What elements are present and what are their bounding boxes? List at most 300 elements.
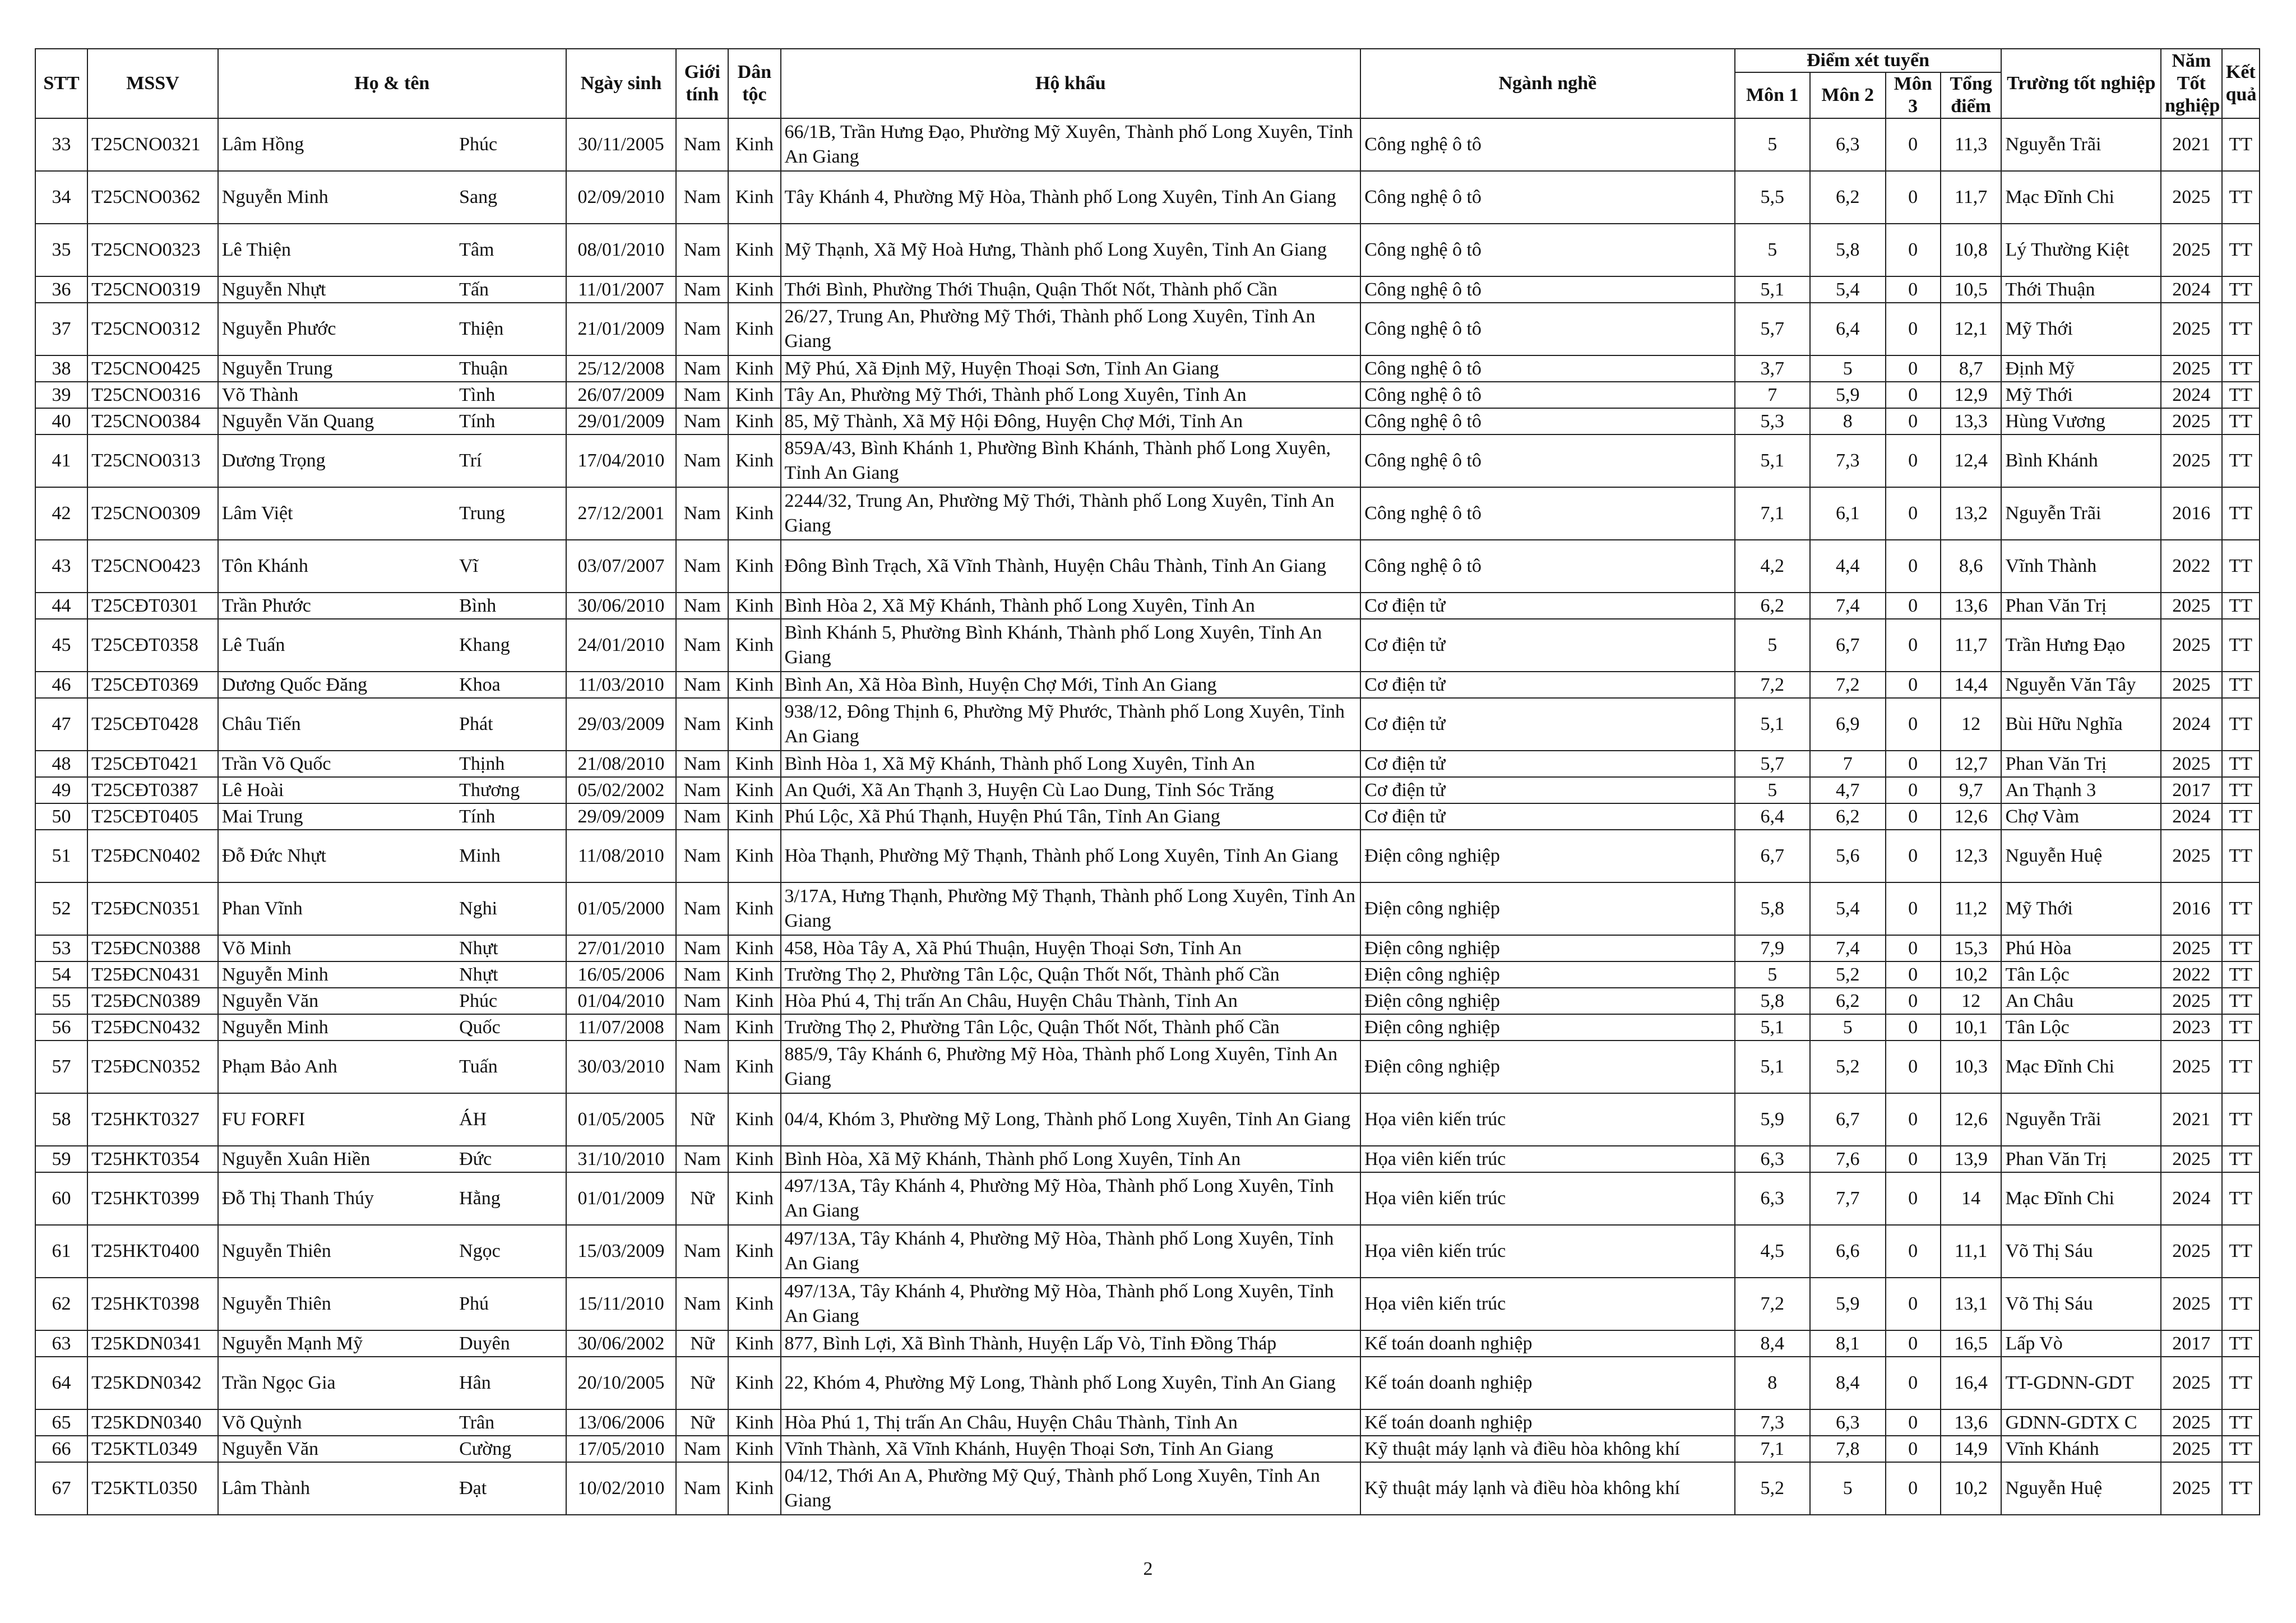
- row-gender: Nam: [676, 171, 728, 224]
- row-grad-year: 2025: [2161, 672, 2222, 698]
- row-subject-2: 6,4: [1810, 303, 1886, 355]
- row-address: 04/4, Khóm 3, Phường Mỹ Long, Thành phố Long Xuyên, Tỉnh An Giang: [781, 1093, 1361, 1146]
- row-school: Bình Khánh: [2001, 434, 2161, 487]
- row-address: Tây An, Phường Mỹ Thới, Thành phố Long Xuyên, Tỉnh An: [781, 382, 1361, 408]
- row-subject-2: 6,3: [1810, 118, 1886, 171]
- row-ethnicity: Kinh: [728, 1093, 780, 1146]
- row-grad-year: 2021: [2161, 1093, 2222, 1146]
- table-row: [35, 698, 2260, 751]
- row-student-id: T25ĐCN0351: [87, 882, 218, 935]
- row-subject-1: 6,4: [1735, 803, 1811, 830]
- row-first-name: Tuấn: [456, 1041, 566, 1093]
- row-dob: 01/05/2005: [566, 1093, 677, 1146]
- table-row: [35, 171, 2260, 224]
- row-grad-year: 2025: [2161, 1225, 2222, 1278]
- row-gender: Nam: [676, 1462, 728, 1515]
- row-subject-3: 0: [1886, 830, 1941, 882]
- row-first-name: Cường: [456, 1436, 566, 1462]
- row-first-name: Thuận: [456, 355, 566, 382]
- row-subject-1: 5,1: [1735, 276, 1811, 303]
- row-gender: Nam: [676, 540, 728, 593]
- row-ethnicity: Kinh: [728, 1172, 780, 1225]
- row-dob: 02/09/2010: [566, 171, 677, 224]
- row-stt: 57: [35, 1041, 87, 1093]
- row-student-id: T25ĐCN0389: [87, 988, 218, 1014]
- row-stt: 60: [35, 1172, 87, 1225]
- row-subject-3: 0: [1886, 1436, 1941, 1462]
- row-result: TT: [2222, 224, 2260, 276]
- row-total-score: 10,2: [1941, 1462, 2002, 1515]
- row-last-name: Nguyễn Phước: [218, 303, 456, 355]
- row-dob: 13/06/2006: [566, 1409, 677, 1436]
- table-body: [35, 118, 2260, 1515]
- row-major: Cơ điện tử: [1360, 619, 1734, 672]
- row-student-id: T25HKT0354: [87, 1146, 218, 1172]
- row-total-score: 8,6: [1941, 540, 2002, 593]
- row-school: Mạc Đĩnh Chi: [2001, 171, 2161, 224]
- table-row: [35, 882, 2260, 935]
- row-first-name: Thịnh: [456, 751, 566, 777]
- row-school: TT-GDNN-GDT: [2001, 1357, 2161, 1409]
- row-first-name: Trí: [456, 434, 566, 487]
- row-ethnicity: Kinh: [728, 303, 780, 355]
- row-first-name: Phát: [456, 698, 566, 751]
- row-subject-1: 7,2: [1735, 1278, 1811, 1330]
- row-first-name: Nhựt: [456, 935, 566, 961]
- row-dob: 25/12/2008: [566, 355, 677, 382]
- row-total-score: 11,3: [1941, 118, 2002, 171]
- row-address: Trường Thọ 2, Phường Tân Lộc, Quận Thốt Nốt, Thành phố Cần: [781, 1014, 1361, 1041]
- row-student-id: T25CĐT0421: [87, 751, 218, 777]
- row-last-name: Nguyễn Văn: [218, 988, 456, 1014]
- row-stt: 61: [35, 1225, 87, 1278]
- row-result: TT: [2222, 303, 2260, 355]
- row-stt: 50: [35, 803, 87, 830]
- row-school: Nguyễn Trãi: [2001, 487, 2161, 540]
- row-address: Bình Hòa, Xã Mỹ Khánh, Thành phố Long Xuyên, Tỉnh An: [781, 1146, 1361, 1172]
- row-subject-3: 0: [1886, 408, 1941, 434]
- header-dob: Ngày sinh: [566, 49, 677, 118]
- row-subject-1: 5,3: [1735, 408, 1811, 434]
- table-row: [35, 487, 2260, 540]
- row-major: Công nghệ ô tô: [1360, 224, 1734, 276]
- row-last-name: Châu Tiến: [218, 698, 456, 751]
- row-subject-1: 5,7: [1735, 303, 1811, 355]
- row-school: Mỹ Thới: [2001, 882, 2161, 935]
- row-student-id: T25KTL0349: [87, 1436, 218, 1462]
- row-subject-2: 5,8: [1810, 224, 1886, 276]
- row-subject-3: 0: [1886, 803, 1941, 830]
- header-scores-group: Điểm xét tuyển: [1735, 49, 2002, 72]
- row-subject-3: 0: [1886, 1146, 1941, 1172]
- table-row: [35, 540, 2260, 593]
- row-first-name: Khang: [456, 619, 566, 672]
- row-first-name: Minh: [456, 830, 566, 882]
- row-last-name: Lâm Thành: [218, 1462, 456, 1515]
- row-subject-3: 0: [1886, 434, 1941, 487]
- row-subject-2: 5,4: [1810, 276, 1886, 303]
- row-dob: 15/03/2009: [566, 1225, 677, 1278]
- header-result: Kết quả: [2222, 49, 2260, 118]
- row-gender: Nam: [676, 1225, 728, 1278]
- row-ethnicity: Kinh: [728, 1041, 780, 1093]
- row-subject-1: 5: [1735, 619, 1811, 672]
- row-major: Công nghệ ô tô: [1360, 540, 1734, 593]
- header-gender: Giới tính: [676, 49, 728, 118]
- row-major: Kỹ thuật máy lạnh và điều hòa không khí: [1360, 1436, 1734, 1462]
- row-result: TT: [2222, 672, 2260, 698]
- row-ethnicity: Kinh: [728, 276, 780, 303]
- row-student-id: T25CNO0309: [87, 487, 218, 540]
- row-stt: 67: [35, 1462, 87, 1515]
- row-subject-3: 0: [1886, 487, 1941, 540]
- row-student-id: T25KTL0350: [87, 1462, 218, 1515]
- row-total-score: 10,8: [1941, 224, 2002, 276]
- row-school: Võ Thị Sáu: [2001, 1278, 2161, 1330]
- row-student-id: T25CNO0316: [87, 382, 218, 408]
- row-student-id: T25CĐT0405: [87, 803, 218, 830]
- row-major: Điện công nghiệp: [1360, 882, 1734, 935]
- row-subject-3: 0: [1886, 751, 1941, 777]
- row-student-id: T25ĐCN0352: [87, 1041, 218, 1093]
- row-total-score: 12,9: [1941, 382, 2002, 408]
- row-address: 22, Khóm 4, Phường Mỹ Long, Thành phố Long Xuyên, Tỉnh An Giang: [781, 1357, 1361, 1409]
- row-gender: Nam: [676, 1146, 728, 1172]
- row-total-score: 11,2: [1941, 882, 2002, 935]
- row-major: Cơ điện tử: [1360, 751, 1734, 777]
- row-stt: 46: [35, 672, 87, 698]
- row-total-score: 13,3: [1941, 408, 2002, 434]
- row-subject-3: 0: [1886, 540, 1941, 593]
- row-first-name: Tâm: [456, 224, 566, 276]
- row-total-score: 11,7: [1941, 171, 2002, 224]
- row-dob: 30/03/2010: [566, 1041, 677, 1093]
- row-last-name: Nguyễn Xuân Hiền: [218, 1146, 456, 1172]
- row-gender: Nữ: [676, 1093, 728, 1146]
- row-gender: Nữ: [676, 1330, 728, 1357]
- row-school: An Châu: [2001, 988, 2161, 1014]
- row-gender: Nam: [676, 777, 728, 803]
- row-school: Chợ Vàm: [2001, 803, 2161, 830]
- row-subject-1: 5,1: [1735, 1014, 1811, 1041]
- table-row: [35, 988, 2260, 1014]
- table-row: [35, 118, 2260, 171]
- row-last-name: Tôn Khánh: [218, 540, 456, 593]
- row-ethnicity: Kinh: [728, 1330, 780, 1357]
- row-result: TT: [2222, 276, 2260, 303]
- row-subject-3: 0: [1886, 777, 1941, 803]
- table-row: [35, 830, 2260, 882]
- row-subject-2: 6,2: [1810, 803, 1886, 830]
- row-grad-year: 2017: [2161, 1330, 2222, 1357]
- row-stt: 63: [35, 1330, 87, 1357]
- row-student-id: T25ĐCN0402: [87, 830, 218, 882]
- row-result: TT: [2222, 382, 2260, 408]
- table-row: [35, 935, 2260, 961]
- row-student-id: T25ĐCN0432: [87, 1014, 218, 1041]
- row-major: Công nghệ ô tô: [1360, 408, 1734, 434]
- row-grad-year: 2025: [2161, 355, 2222, 382]
- table-row: [35, 303, 2260, 355]
- header-subject-3: Môn 3: [1886, 72, 1941, 118]
- row-dob: 11/08/2010: [566, 830, 677, 882]
- row-student-id: T25CĐT0428: [87, 698, 218, 751]
- row-gender: Nam: [676, 1014, 728, 1041]
- row-first-name: Thương: [456, 777, 566, 803]
- row-grad-year: 2016: [2161, 487, 2222, 540]
- row-subject-2: 7,8: [1810, 1436, 1886, 1462]
- row-stt: 64: [35, 1357, 87, 1409]
- row-gender: Nam: [676, 988, 728, 1014]
- row-last-name: Nguyễn Nhựt: [218, 276, 456, 303]
- row-student-id: T25HKT0399: [87, 1172, 218, 1225]
- row-ethnicity: Kinh: [728, 1146, 780, 1172]
- row-address: Bình An, Xã Hòa Bình, Huyện Chợ Mới, Tỉnh An Giang: [781, 672, 1361, 698]
- row-last-name: Trần Phước: [218, 593, 456, 619]
- row-major: Điện công nghiệp: [1360, 935, 1734, 961]
- row-total-score: 13,6: [1941, 593, 2002, 619]
- row-school: Tân Lộc: [2001, 961, 2161, 988]
- row-subject-2: 4,4: [1810, 540, 1886, 593]
- row-total-score: 12,1: [1941, 303, 2002, 355]
- row-result: TT: [2222, 961, 2260, 988]
- row-address: An Quới, Xã An Thạnh 3, Huyện Cù Lao Dung, Tỉnh Sóc Trăng: [781, 777, 1361, 803]
- row-dob: 17/05/2010: [566, 1436, 677, 1462]
- row-subject-1: 8: [1735, 1357, 1811, 1409]
- row-total-score: 12: [1941, 698, 2002, 751]
- header-address: Hộ khẩu: [781, 49, 1361, 118]
- row-ethnicity: Kinh: [728, 382, 780, 408]
- row-address: Bình Hòa 1, Xã Mỹ Khánh, Thành phố Long Xuyên, Tỉnh An: [781, 751, 1361, 777]
- row-first-name: Ngọc: [456, 1225, 566, 1278]
- table-row: [35, 1172, 2260, 1225]
- row-grad-year: 2024: [2161, 276, 2222, 303]
- row-stt: 55: [35, 988, 87, 1014]
- row-subject-3: 0: [1886, 672, 1941, 698]
- row-address: 938/12, Đông Thịnh 6, Phường Mỹ Phước, Thành phố Long Xuyên, Tỉnh An Giang: [781, 698, 1361, 751]
- row-student-id: T25CNO0384: [87, 408, 218, 434]
- row-subject-1: 7,3: [1735, 1409, 1811, 1436]
- row-subject-2: 5,9: [1810, 382, 1886, 408]
- row-stt: 58: [35, 1093, 87, 1146]
- row-address: Đông Bình Trạch, Xã Vĩnh Thành, Huyện Châu Thành, Tỉnh An Giang: [781, 540, 1361, 593]
- row-last-name: Võ Thành: [218, 382, 456, 408]
- row-major: Điện công nghiệp: [1360, 830, 1734, 882]
- row-school: Thới Thuận: [2001, 276, 2161, 303]
- row-result: TT: [2222, 830, 2260, 882]
- row-school: Nguyễn Trãi: [2001, 118, 2161, 171]
- row-result: TT: [2222, 593, 2260, 619]
- row-total-score: 14: [1941, 1172, 2002, 1225]
- row-first-name: Nhựt: [456, 961, 566, 988]
- row-dob: 29/03/2009: [566, 698, 677, 751]
- row-dob: 31/10/2010: [566, 1146, 677, 1172]
- row-major: Họa viên kiến trúc: [1360, 1278, 1734, 1330]
- row-stt: 53: [35, 935, 87, 961]
- row-subject-2: 7,4: [1810, 935, 1886, 961]
- row-subject-2: 6,2: [1810, 171, 1886, 224]
- row-first-name: Quốc: [456, 1014, 566, 1041]
- row-grad-year: 2017: [2161, 777, 2222, 803]
- row-subject-3: 0: [1886, 1172, 1941, 1225]
- row-grad-year: 2025: [2161, 751, 2222, 777]
- row-address: Hòa Phú 1, Thị trấn An Châu, Huyện Châu Thành, Tỉnh An: [781, 1409, 1361, 1436]
- row-ethnicity: Kinh: [728, 803, 780, 830]
- row-subject-1: 7,9: [1735, 935, 1811, 961]
- row-ethnicity: Kinh: [728, 1014, 780, 1041]
- row-result: TT: [2222, 1172, 2260, 1225]
- row-stt: 51: [35, 830, 87, 882]
- row-last-name: Nguyễn Thiên: [218, 1225, 456, 1278]
- row-student-id: T25CĐT0358: [87, 619, 218, 672]
- row-grad-year: 2025: [2161, 1436, 2222, 1462]
- row-total-score: 11,1: [1941, 1225, 2002, 1278]
- row-total-score: 16,4: [1941, 1357, 2002, 1409]
- row-major: Công nghệ ô tô: [1360, 382, 1734, 408]
- row-major: Kế toán doanh nghiệp: [1360, 1357, 1734, 1409]
- row-subject-2: 5: [1810, 355, 1886, 382]
- row-result: TT: [2222, 118, 2260, 171]
- row-school: Mạc Đĩnh Chi: [2001, 1172, 2161, 1225]
- row-last-name: Lâm Hồng: [218, 118, 456, 171]
- table-row: [35, 276, 2260, 303]
- row-major: Công nghệ ô tô: [1360, 118, 1734, 171]
- row-dob: 01/01/2009: [566, 1172, 677, 1225]
- row-grad-year: 2016: [2161, 882, 2222, 935]
- row-stt: 43: [35, 540, 87, 593]
- table-row: [35, 1146, 2260, 1172]
- row-first-name: Phúc: [456, 118, 566, 171]
- row-subject-3: 0: [1886, 171, 1941, 224]
- row-grad-year: 2023: [2161, 1014, 2222, 1041]
- row-subject-3: 0: [1886, 988, 1941, 1014]
- row-dob: 27/01/2010: [566, 935, 677, 961]
- row-address: Hòa Thạnh, Phường Mỹ Thạnh, Thành phố Long Xuyên, Tỉnh An Giang: [781, 830, 1361, 882]
- row-dob: 10/02/2010: [566, 1462, 677, 1515]
- row-subject-1: 6,3: [1735, 1172, 1811, 1225]
- row-gender: Nam: [676, 487, 728, 540]
- row-student-id: T25CNO0321: [87, 118, 218, 171]
- row-school: Nguyễn Huệ: [2001, 1462, 2161, 1515]
- row-subject-1: 5,8: [1735, 882, 1811, 935]
- row-result: TT: [2222, 487, 2260, 540]
- row-result: TT: [2222, 751, 2260, 777]
- row-total-score: 13,1: [1941, 1278, 2002, 1330]
- row-ethnicity: Kinh: [728, 961, 780, 988]
- row-first-name: Tính: [456, 803, 566, 830]
- row-school: Nguyễn Trãi: [2001, 1093, 2161, 1146]
- row-dob: 26/07/2009: [566, 382, 677, 408]
- row-first-name: Trung: [456, 487, 566, 540]
- row-subject-1: 7,1: [1735, 1436, 1811, 1462]
- row-address: 458, Hòa Tây A, Xã Phú Thuận, Huyện Thoại Sơn, Tỉnh An: [781, 935, 1361, 961]
- row-subject-1: 5: [1735, 777, 1811, 803]
- row-grad-year: 2025: [2161, 434, 2222, 487]
- row-subject-3: 0: [1886, 935, 1941, 961]
- row-student-id: T25HKT0398: [87, 1278, 218, 1330]
- row-total-score: 16,5: [1941, 1330, 2002, 1357]
- row-school: Vĩnh Thành: [2001, 540, 2161, 593]
- row-stt: 38: [35, 355, 87, 382]
- row-subject-3: 0: [1886, 698, 1941, 751]
- row-major: Công nghệ ô tô: [1360, 355, 1734, 382]
- table-row: [35, 751, 2260, 777]
- row-school: An Thạnh 3: [2001, 777, 2161, 803]
- row-result: TT: [2222, 540, 2260, 593]
- row-subject-2: 7,4: [1810, 593, 1886, 619]
- row-address: 3/17A, Hưng Thạnh, Phường Mỹ Thạnh, Thành phố Long Xuyên, Tỉnh An Giang: [781, 882, 1361, 935]
- row-subject-2: 5: [1810, 1462, 1886, 1515]
- table-row: [35, 777, 2260, 803]
- row-dob: 11/01/2007: [566, 276, 677, 303]
- row-student-id: T25KDN0340: [87, 1409, 218, 1436]
- row-subject-2: 6,3: [1810, 1409, 1886, 1436]
- row-gender: Nam: [676, 303, 728, 355]
- row-ethnicity: Kinh: [728, 1409, 780, 1436]
- row-ethnicity: Kinh: [728, 408, 780, 434]
- row-last-name: FU FORFI: [218, 1093, 456, 1146]
- row-last-name: Trần Võ Quốc: [218, 751, 456, 777]
- row-subject-3: 0: [1886, 118, 1941, 171]
- row-dob: 21/01/2009: [566, 303, 677, 355]
- row-stt: 52: [35, 882, 87, 935]
- row-total-score: 8,7: [1941, 355, 2002, 382]
- row-school: Phan Văn Trị: [2001, 751, 2161, 777]
- row-gender: Nam: [676, 593, 728, 619]
- table-row: [35, 408, 2260, 434]
- row-subject-2: 5,9: [1810, 1278, 1886, 1330]
- row-subject-3: 0: [1886, 1278, 1941, 1330]
- row-ethnicity: Kinh: [728, 171, 780, 224]
- row-last-name: Mai Trung: [218, 803, 456, 830]
- header-subject-2: Môn 2: [1810, 72, 1886, 118]
- row-gender: Nữ: [676, 1172, 728, 1225]
- row-result: TT: [2222, 1225, 2260, 1278]
- row-dob: 30/06/2010: [566, 593, 677, 619]
- row-grad-year: 2022: [2161, 961, 2222, 988]
- row-address: 497/13A, Tây Khánh 4, Phường Mỹ Hòa, Thành phố Long Xuyên, Tỉnh An Giang: [781, 1225, 1361, 1278]
- row-total-score: 10,3: [1941, 1041, 2002, 1093]
- row-first-name: Hân: [456, 1357, 566, 1409]
- row-student-id: T25CNO0323: [87, 224, 218, 276]
- row-student-id: T25KDN0342: [87, 1357, 218, 1409]
- row-address: 66/1B, Trần Hưng Đạo, Phường Mỹ Xuyên, Thành phố Long Xuyên, Tỉnh An Giang: [781, 118, 1361, 171]
- row-gender: Nam: [676, 224, 728, 276]
- row-stt: 33: [35, 118, 87, 171]
- row-gender: Nữ: [676, 1409, 728, 1436]
- row-total-score: 9,7: [1941, 777, 2002, 803]
- row-subject-3: 0: [1886, 593, 1941, 619]
- row-grad-year: 2024: [2161, 382, 2222, 408]
- row-last-name: Nguyễn Trung: [218, 355, 456, 382]
- row-last-name: Nguyễn Mạnh Mỹ: [218, 1330, 456, 1357]
- row-gender: Nam: [676, 803, 728, 830]
- row-last-name: Nguyễn Thiên: [218, 1278, 456, 1330]
- row-stt: 56: [35, 1014, 87, 1041]
- row-subject-3: 0: [1886, 961, 1941, 988]
- row-dob: 17/04/2010: [566, 434, 677, 487]
- row-dob: 27/12/2001: [566, 487, 677, 540]
- table-row: [35, 1409, 2260, 1436]
- row-ethnicity: Kinh: [728, 1357, 780, 1409]
- row-subject-1: 3,7: [1735, 355, 1811, 382]
- row-major: Cơ điện tử: [1360, 593, 1734, 619]
- row-ethnicity: Kinh: [728, 1278, 780, 1330]
- row-result: TT: [2222, 935, 2260, 961]
- row-stt: 62: [35, 1278, 87, 1330]
- row-stt: 35: [35, 224, 87, 276]
- row-stt: 65: [35, 1409, 87, 1436]
